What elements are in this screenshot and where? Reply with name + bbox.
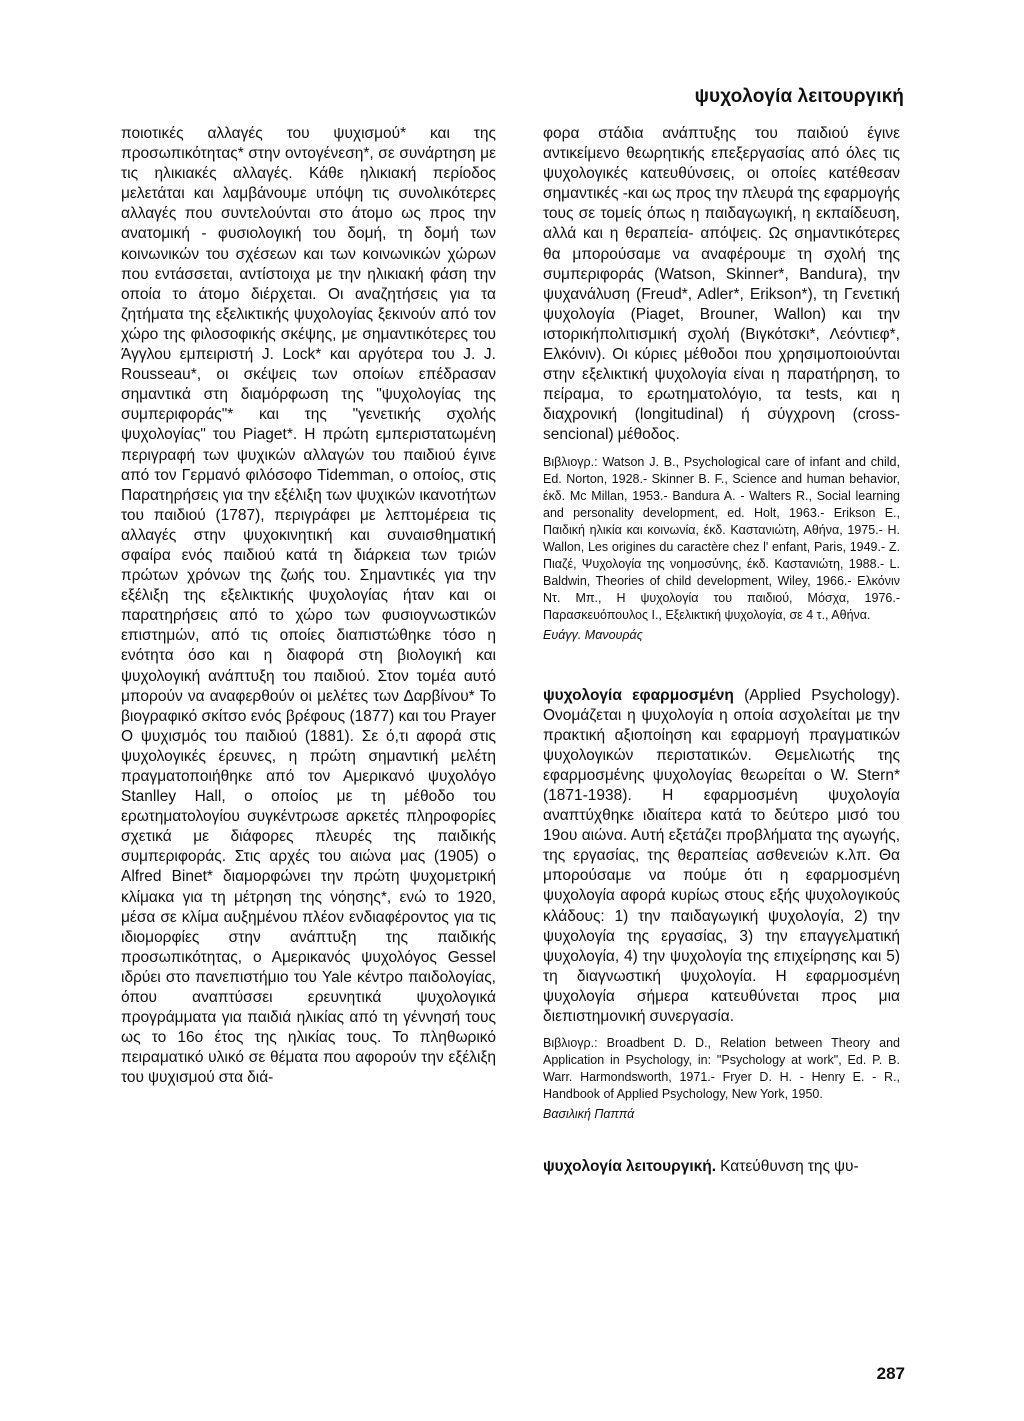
left-column-text: ποιοτικές αλλαγές του ψυχισμού* και της προσωπικότητας* στην οντογένεση*, σε συνάρτηση με τις ηλικιακές αλλαγές. Κάθε ηλικιακή περίοδος μελετάται και λαμβάνουμε υπόψη τις συνολικότερες αλλαγές που συντελούνται στο άτομο ως προς την ανατομική - φυσιολογική του δομή, τη δομή των κοινωνικών του σχέσεων και των κοινωνικών χώρων που εντάσσεται, αντίστοιχα με την ηλικιακή φάση την οποία το άτομο διέρχεται. Οι αναζητήσεις για τα ζητήματα της εξελικτικής ψυχολογίας ξεκινούν από τον χώρο της φιλοσοφικής σκέψης, με σημαντικότερες του Άγγλου εμπειριστή J. Lock* και αργότερα του J. J. Rousseau*, οι σκέψεις των οποίων επέδρασαν σημαντικά στη διαμόρφωση της "ψυχολογίας της συμπεριφοράς"* και της "γενετικής σχολής ψυχολογίας" του Piaget*. Η πρώτη εμπεριστατωμένη περιγραφή των ψυχικών αλλαγών του παιδιού έγινε από τον Γερμανό φιλόσοφο Tidemman, ο οποίος, στις Παρατηρήσεις για την εξέλιξη των ψυχικών ικανοτήτων του παιδιού (1787), περιγράφει με λεπτομέρεια τις αλλαγές στην ψυχοκινητική και συναισθηματική σφαίρα ενός παιδιού κατά τη διάρκεια των τριών πρώτων χρόνων της ζωής του. Σημαντικές για την εξέλιξη της εξελικτικής ψυχολογίας ήταν και οι παρατηρήσεις από το χώρο των φυσιογνωστικών επιστημών, από τις οποίες διαπιστώθηκε τόσο η ενότητα όσο και η διαφορά στη βιολογική και ψυχολογική ανάπτυξη του παιδιού. Στον τομέα αυτό μπορούν να αναφερθούν οι μελέτες των Δαρβίνου* Το βιογραφικό σκίτσο ενός βρέφους (1877) και του Prayer Ο ψυχισμός του παιδιού (1881). Σε ό,τι αφορά στις ψυχολογικές έρευνες, η πρώτη σημαντική μελέτη πραγματοποιήθηκε από τον Αμερικανό ψυχολόγο Stanlley Hall, ο οποίος με τη μέθοδο του ερωτηματολογίου συγκέντρωσε αρκετές πληροφορίες σχετικά με διάφορες πλευρές της παιδικής συμπεριφοράς. Στις αρχές του αιώνα μας (1905) ο Alfred Binet* διαμορφώνει την πρώτη ψυχομετρική κλίμακα για τη μέτρηση της νόησης*, ενώ το 1920, μέσα σε κλίμα αυξημένου πλέον ενδιαφέροντος για τις ιδιομορφίες στην ανάπτυξη της παιδικής προσωπικότητας, ο Αμερικανός ψυχολόγος Gessel ιδρύει στο πανεπιστήμιο του Yale κέντρο παιδολογίας, όπου αναπτύσσει ερευνητικά ψυχολογικά προγράμματα για παιδιά ηλικίας από τη γέννησή τους ως το 16ο έτος της ηλικίας τους. Το πληθωρικό πειραματικό υλικό σε θέματα που αφορούν την εξέλιξη του ψυχισμού στα διά-	[121, 125, 496, 1087]
entry-functional-psychology	[543, 1157, 900, 1177]
bibliography-applied: Βιβλιογρ.: Broadbent D. D., Relation between Theory and Application in Psychology, in: "Psychology at work", Ed. P. B. Warr. Harmondsworth, 1971.- Fryer D. H. - Henry E. - R., Handbook of Applied Psychology, New York, 1950.	[543, 1036, 900, 1102]
continuation-paragraph: φορα στάδια ανάπτυξης του παιδιού έγινε αντικείμενο θεωρητικής επεξεργασίας από όλες τις ψυχολογικές κατευθύνσεις, οι οποίες κατέθεσαν σημαντικές -και ως προς την πλευρά της εφαρμογής τους σε τομείς όπως η παιδαγωγική, η εκπαίδευση, αλλά και η θεραπεία- απόψεις. Ως σημαντικότερες θα μπορούσαμε να αναφέρουμε τη σχολή της συμπεριφοράς (Watson, Skinner*, Bandura), την ψυχανάλυση (Freud*, Adler*, Erikson*), τη Γενετική ψυχολογία (Piaget, Brouner, Wallon) και την ιστορικήπολιτισμική σχολή (Βιγκότσκι*, Λεόντιεφ*, Ελκόνιν). Οι κύριες μέθοδοι που χρησιμοποιούνται στην εξελικτική ψυχολογία είναι η παρατήρηση, το πείραμα, το ερωτηματολόγιο, τα tests, και η διαχρονική (longitudinal) ή σύγχρονη (cross-sencional) μέθοδος.	[543, 125, 900, 444]
entry-body-applied: (Applied Psychology). Ονομάζεται η ψυχολογία η οποία ασχολείται με την πρακτική αξιοποίηση και εφαρμογή πραγματικών ψυχολογικών περιστατικών. Θεμελιωτής της εφαρμοσμένης ψυχολογίας θεωρείται ο W. Stern* (1871-1938). Η εφαρμοσμένη ψυχολογία αναπτύχθηκε ιδιαίτερα κατά το δεύτερο μισό του 19ου αιώνα. Αυτή εξετάζει προβλήματα της αγωγής, της εργασίας, της θεραπείας ασθενειών κ.λπ. Θα μπορούσαμε να πούμε ότι η εφαρμοσμένη ψυχολογία αφορά κυρίως στους εξής ψυχολογικούς κλάδους: 1) την παιδαγωγική ψυχολογία, 2) την ψυχολογία της εργασίας, 3) την επαγγελματική ψυχολογία, 4) την ψυχολογία της επιχείρησης και 5) τη διαγνωστική ψυχολογία. Η εφαρμοσμένη ψυχολογία σήμερα κατευθύνεται προς μια διεπιστημονική συνεργασία.	[543, 686, 900, 1025]
bibliography-developmental: Βιβλιογρ.: Watson J. B., Psychological care of infant and child, Ed. Norton, 1928.- Skinner B. F., Science and human behavior, έκδ. Mc Millan, 1953.- Bandura A. - Walters R., Social learning and personality development, ed. Holt, 1963.- Erikson E., Παιδική ηλικία και κοινωνία, έκδ. Καστανιώτη, Αθήνα, 1975.- H. Wallon, Les origines du caractère chez l' enfant, Paris, 1949.- Z. Πιαζέ, Ψυχολογία της νοημοσύνης, έκδ. Καστανιώτη, 1988.- L. Baldwin, Theories of child development, Wiley, 1966.- Ελκόνιν Ντ. Μπ., Η ψυχολογία του παιδιού, Μόσχα, 1976.- Παρασκευόπουλος Ι., Εξελικτική ψυχολογία, σε 4 τ., Αθήνα.	[543, 454, 900, 622]
running-header: ψυχολογία λειτουργική	[694, 86, 904, 107]
entry-separator	[543, 1121, 900, 1157]
right-column	[543, 124, 900, 1177]
page-number: 287	[876, 1364, 905, 1383]
author-signature-2: Βασιλική Παππά	[543, 1107, 635, 1122]
author-signature-1: Ευάγγ. Μανουράς	[543, 627, 643, 642]
entry-applied-psychology	[543, 686, 900, 1028]
entry-body-functional: Κατεύθυνση της ψυ-	[720, 1158, 859, 1176]
left-column	[121, 124, 496, 1089]
entry-separator	[543, 642, 900, 686]
entry-heading-functional: ψυχολογία λειτουργική.	[543, 1158, 717, 1176]
entry-heading-applied: ψυχολογία εφαρμοσμένη	[543, 686, 734, 704]
